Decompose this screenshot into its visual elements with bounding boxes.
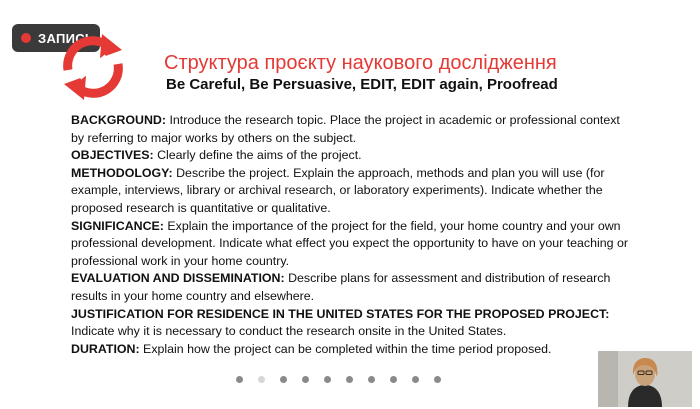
section-evaluation bbox=[71, 270, 631, 305]
webcam-video bbox=[598, 351, 692, 407]
section-duration bbox=[71, 341, 631, 359]
section-text: Explain how the project can be completed within the time period proposed. bbox=[139, 341, 552, 356]
pagination-dot[interactable] bbox=[324, 376, 331, 383]
slide-subtitle: Be Careful, Be Persuasive, EDIT, EDIT again, Proofread bbox=[166, 76, 558, 93]
refresh-arrows-logo-icon bbox=[56, 30, 130, 104]
section-text: Describe plans for assessment and distribution of research results in your home country and elsewhere. bbox=[71, 271, 611, 303]
section-justification bbox=[71, 306, 631, 341]
section-significance bbox=[71, 218, 631, 271]
pagination-dot[interactable] bbox=[346, 376, 353, 383]
section-text: Indicate why it is necessary to conduct the research onsite in the United States. bbox=[71, 324, 507, 339]
recording-label: ЗАПИСЬ bbox=[38, 30, 95, 46]
section-background bbox=[71, 112, 631, 147]
section-text: Introduce the research topic. Place the project in academic or professional context by referring to major works by others on the subject. bbox=[71, 113, 620, 145]
record-dot-icon bbox=[21, 33, 31, 43]
section-text: Clearly define the aims of the project. bbox=[153, 148, 362, 163]
webcam-participant-icon[interactable] bbox=[598, 351, 692, 407]
section-heading: SIGNIFICANCE: bbox=[71, 218, 164, 233]
section-objectives bbox=[71, 147, 631, 165]
pagination-dot[interactable] bbox=[302, 376, 309, 383]
pagination-dot[interactable] bbox=[390, 376, 397, 383]
section-heading: EVALUATION AND DISSEMINATION: bbox=[71, 271, 285, 286]
section-heading: BACKGROUND: bbox=[71, 113, 166, 127]
slide-content bbox=[71, 112, 631, 358]
pagination-dot[interactable] bbox=[434, 376, 441, 383]
pagination-dot[interactable] bbox=[368, 376, 375, 383]
slide-pagination bbox=[236, 376, 441, 383]
pagination-dot[interactable] bbox=[280, 376, 287, 383]
section-heading: METHODOLOGY: bbox=[71, 165, 173, 180]
section-heading: DURATION: bbox=[71, 341, 140, 356]
pagination-dot[interactable] bbox=[412, 376, 419, 383]
section-text: Explain the importance of the project for the field, your home country and your own professional development. Indicate what effect you expect the opportunity to have on your teaching or professional work in your home country. bbox=[71, 218, 629, 268]
section-heading: JUSTIFICATION FOR RESIDENCE IN THE UNITED STATES FOR THE PROPOSED PROJECT: bbox=[71, 306, 610, 321]
section-heading: OBJECTIVES: bbox=[71, 148, 154, 163]
pagination-dot-active[interactable] bbox=[258, 376, 265, 383]
pagination-dot[interactable] bbox=[236, 376, 243, 383]
slide-title: Структура проєкту наукового дослідження bbox=[164, 52, 557, 74]
section-text: Describe the project. Explain the approach, methods and plan you will use (for example, interviews, library or archival research, or laboratory experiments). Indicate whether the proposed research is quantitative or qualitative. bbox=[71, 165, 605, 215]
section-methodology bbox=[71, 165, 631, 218]
